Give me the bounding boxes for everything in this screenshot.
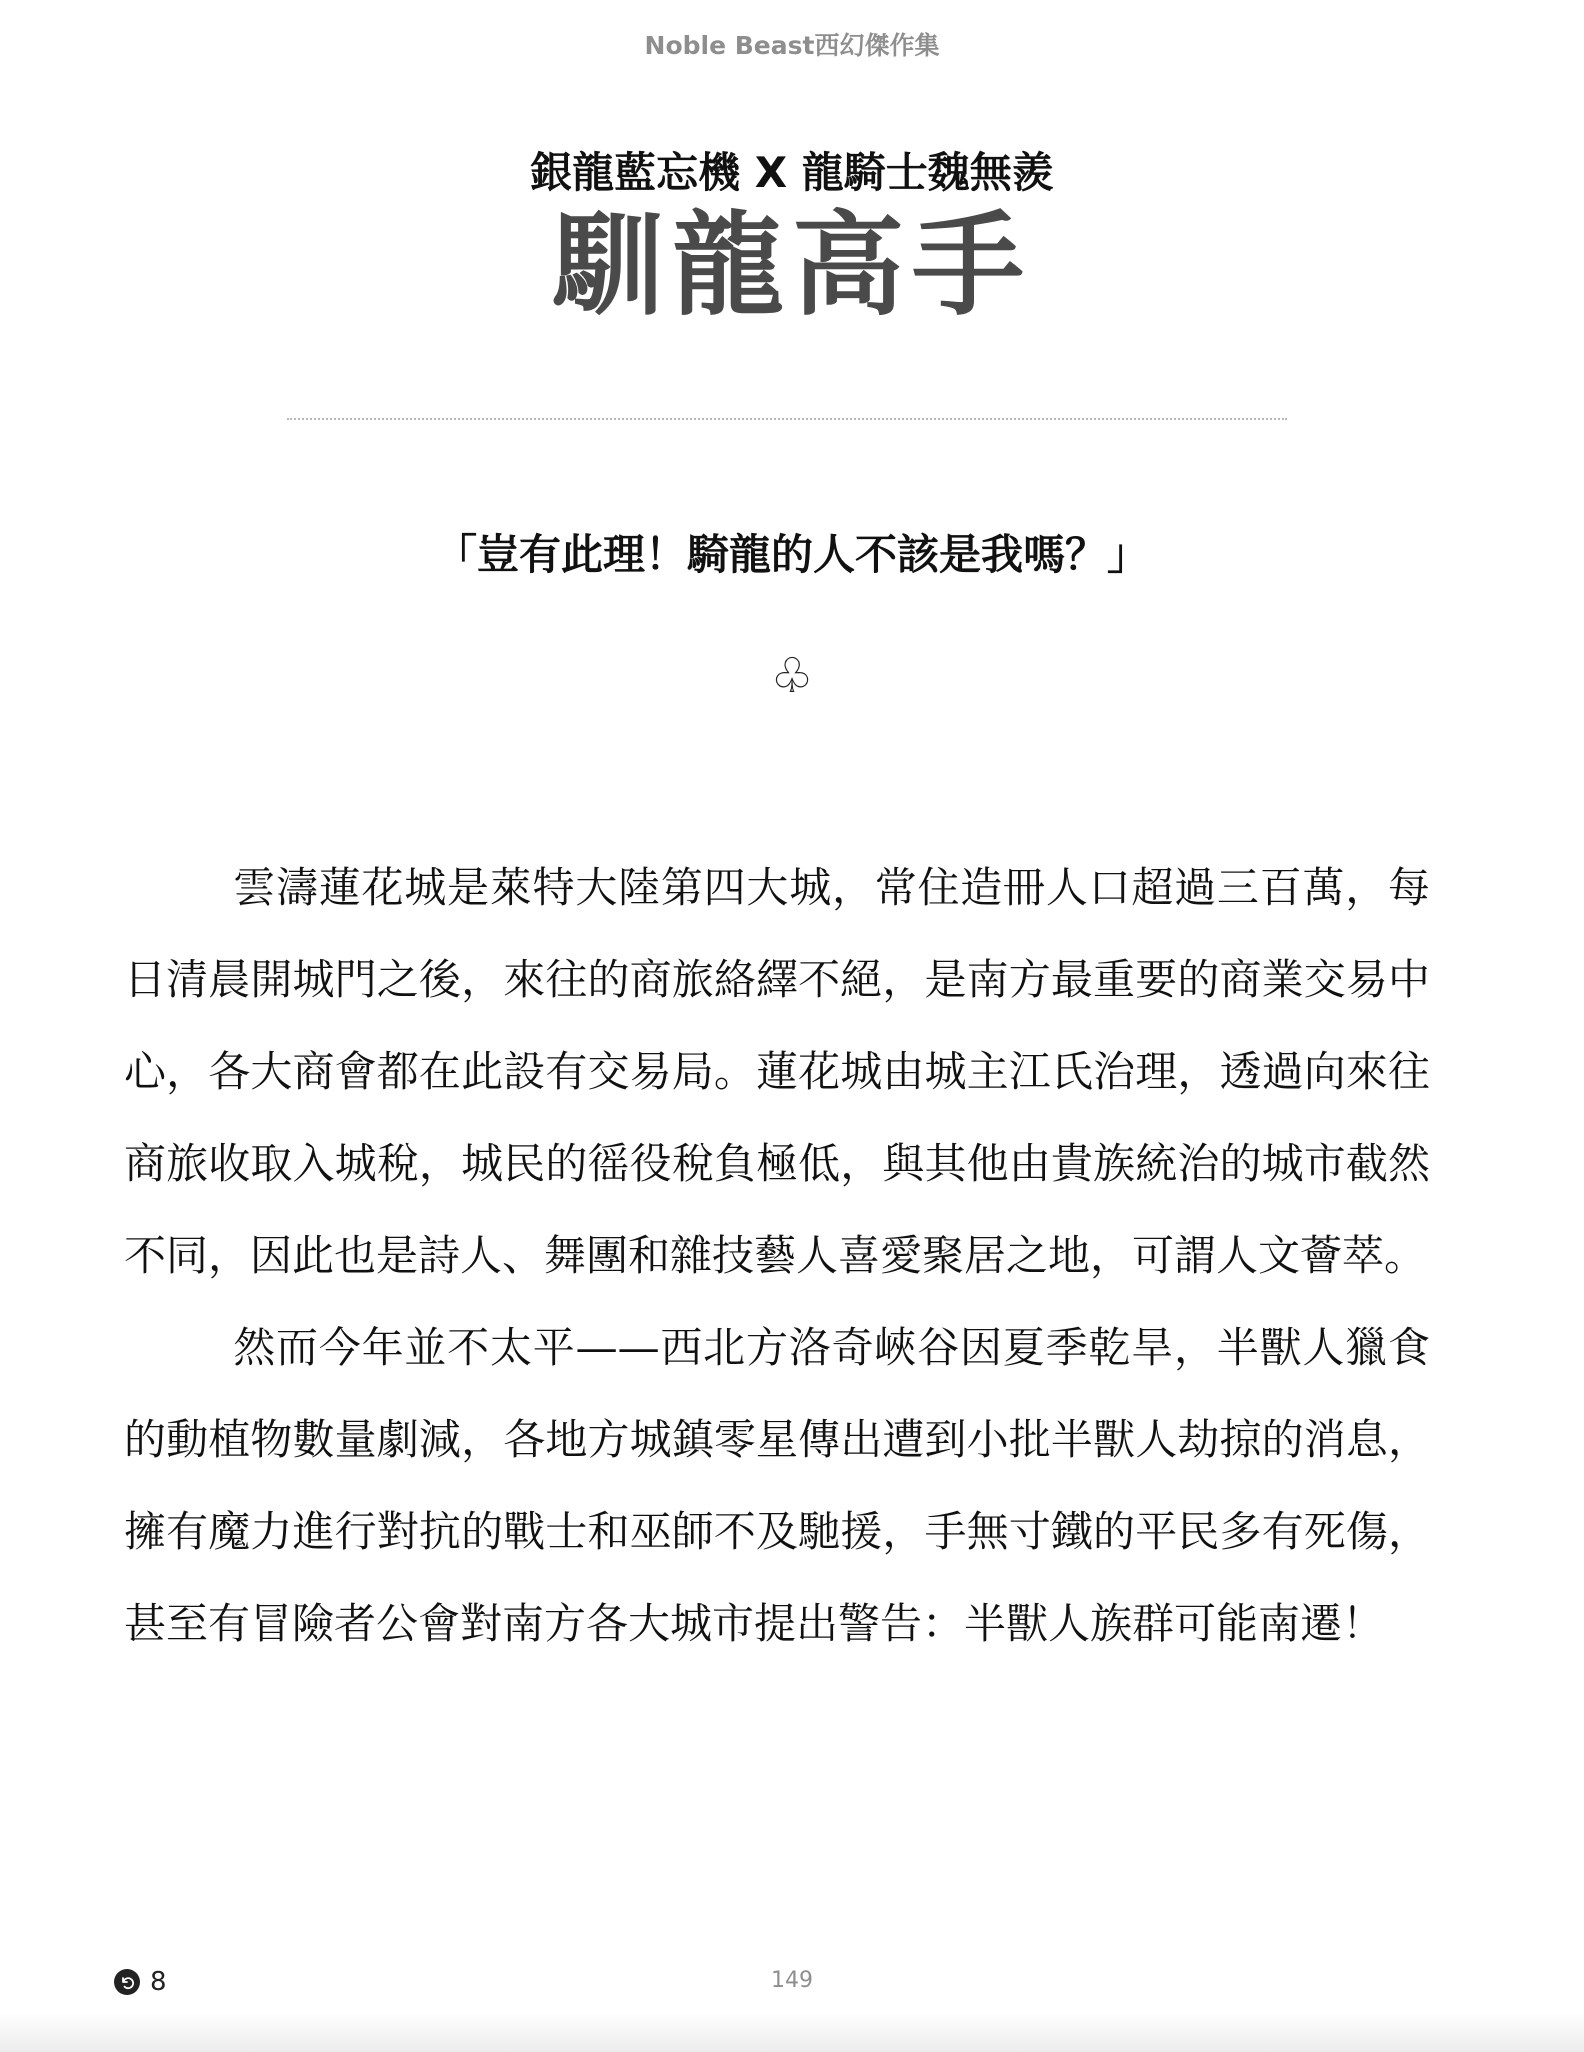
epigraph-quote: 「豈有此理！騎龍的人不該是我嗎？」 <box>434 530 1149 579</box>
body-text <box>124 842 1430 1670</box>
chapter-subtitle: 銀龍藍忘機 X 龍騎士魏無羨 <box>530 148 1054 197</box>
paragraph-2: 然而今年並不太平——西北方洛奇峽谷因夏季乾旱，半獸人獵食的動植物數量劇減，各地方城鎮零星傳出遭到小批半獸人劫掠的消息，擁有魔力進行對抗的戰士和巫師不及馳援，手無寸鐵的平民多有死傷，甚至有冒險者公會對南方各大城市提出警告：半獸人族群可能南遷！ <box>124 1323 1430 1648</box>
chapter-title: 馴龍高手 <box>552 201 1032 331</box>
paragraph-1: 雲濤蓮花城是萊特大陸第四大城，常住造冊人口超過三百萬，每日清晨開城門之後，來往的商旅絡繹不絕，是南方最重要的商業交易中心，各大商會都在此設有交易局。蓮花城由城主江氏治理，透過向來往商旅收取入城稅，城民的徭役稅負極低，與其他由貴族統治的城市截然不同，因此也是詩人、舞團和雜技藝人喜愛聚居之地，可謂人文薈萃。 <box>124 863 1430 1280</box>
club-ornament-icon: ♧ <box>770 648 814 704</box>
dotted-divider <box>287 418 1287 420</box>
page-number: 149 <box>771 1968 813 1993</box>
bottom-shadow <box>0 2012 1584 2052</box>
undo-count: 8 <box>150 1967 167 1997</box>
running-header: Noble Beast西幻傑作集 <box>644 31 940 60</box>
